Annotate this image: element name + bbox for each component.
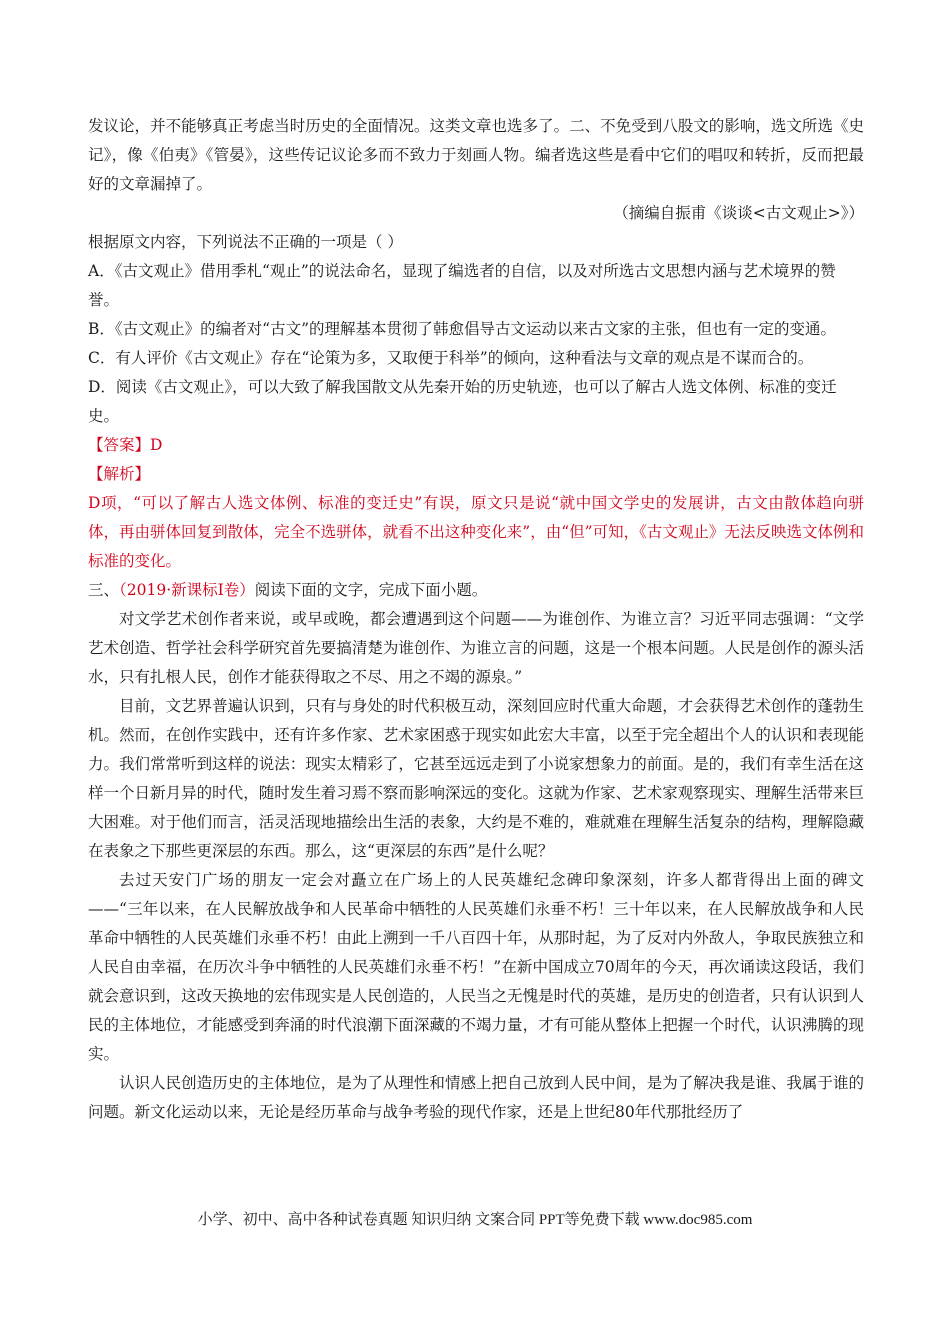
- passage-paragraph: 对文学艺术创作者来说，或早或晚，都会遭遇到这个问题——为谁创作、为谁立言？习近平同志强调：“文学艺术创造、哲学社会科学研究首先要搞清楚为谁创作、为谁立言的问题，这是一个根本问题。人民是创作的源头活水，只有扎根人民，创作才能获得取之不尽、用之不竭的源泉。”: [88, 610, 864, 686]
- passage-source: （摘编自振甫《谈谈<古文观止>》）: [613, 204, 864, 222]
- analysis-label: 【解析】: [88, 465, 151, 483]
- answer-value: D: [150, 436, 163, 454]
- page-footer: 小学、初中、高中各种试卷真题 知识归纳 文案合同 PPT等免费下载 www.doc985.com: [197, 1212, 753, 1228]
- section-number: 三、: [88, 581, 120, 599]
- answer-label: 【答案】: [88, 436, 151, 454]
- analysis-text: D项，“可以了解古人选文体例、标准的变迁史”有误，原文只是说“就中国文学史的发展讲，古文由散体趋向骈体，再由骈体回复到散体，完全不选骈体，就看不出这种变化来”，由“但”可知，《古文观止》无法反映选文体例和标准的变化。: [88, 494, 864, 570]
- answer-line: [88, 431, 864, 460]
- section-instruction: 阅读下面的文字，完成下面小题。: [254, 581, 488, 599]
- passage-paragraph: 认识人民创造历史的主体地位，是为了从理性和情感上把自己放到人民中间，是为了解决我是谁、我属于谁的问题。新文化运动以来，无论是经历革命与战争考验的现代作家，还是上世纪80年代那批经历了: [88, 1074, 864, 1121]
- option-d: D．阅读《古文观止》，可以大致了解我国散文从先秦开始的历史轨迹，也可以了解古人选文体例、标准的变迁史。: [88, 378, 837, 425]
- reading-passage: [88, 605, 864, 1127]
- option-a: A．《古文观止》借用季札“观止”的说法命名，显现了编选者的自信，以及对所选古文思想内涵与艺术境界的赞誉。: [88, 262, 836, 309]
- previous-passage-text: 发议论，并不能够真正考虑当时历史的全面情况。这类文章也选多了。二、不免受到八股文的影响，选文所选《史记》，像《伯夷》《管晏》，这些传记议论多而不致力于刻画人物。编者选这些是看中它们的唱叹和转折，反而把最好的文章漏掉了。: [88, 117, 864, 193]
- question-stem: 根据原文内容，下列说法不正确的一项是（ ）: [88, 233, 403, 251]
- section-three-heading: [88, 576, 864, 605]
- option-b: B．《古文观止》的编者对“古文”的理解基本贯彻了韩愈倡导古文运动以来古文家的主张，但也有一定的变通。: [88, 320, 836, 338]
- exam-source-tag: （2019·新课标Ⅰ卷）: [119, 581, 255, 599]
- document-page: [88, 112, 864, 1127]
- passage-paragraph: 去过天安门广场的朋友一定会对矗立在广场上的人民英雄纪念碑印象深刻，许多人都背得出上面的碑文——“三年以来，在人民解放战争和人民革命中牺牲的人民英雄们永垂不朽！三十年以来，在人民解放战争和人民革命中牺牲的人民英雄们永垂不朽！由此上溯到一千八百四十年，从那时起，为了反对内外敌人，争取民族独立和人民自由幸福，在历次斗争中牺牲的人民英雄们永垂不朽！”在新中国成立70周年的今天，再次诵读这段话，我们就会意识到，这改天换地的宏伟现实是人民创造的，人民当之无愧是时代的英雄，是历史的创造者，只有认识到人民的主体地位，才能感受到奔涌的时代浪潮下面深藏的不竭力量，才有可能从整体上把握一个时代，认识沸腾的现实。: [88, 871, 864, 1063]
- passage-paragraph: 目前，文艺界普遍认识到，只有与身处的时代积极互动，深刻回应时代重大命题，才会获得艺术创作的蓬勃生机。然而，在创作实践中，还有许多作家、艺术家困惑于现实如此宏大丰富，以至于完全超出个人的认识和表现能力。我们常常听到这样的说法：现实太精彩了，它甚至远远走到了小说家想象力的前面。是的，我们有幸生活在这样一个日新月异的时代，随时发生着习焉不察而影响深远的变化。这就为作家、艺术家观察现实、理解生活带来巨大困难。对于他们而言，活灵活现地描绘出生活的表象，大约是不难的，难就难在理解生活复杂的结构，理解隐藏在表象之下那些更深层的东西。那么，这“更深层的东西”是什么呢？: [88, 697, 864, 860]
- option-c: C．有人评价《古文观止》存在“论策为多，又取便于科举”的倾向，这种看法与文章的观点是不谋而合的。: [88, 349, 814, 367]
